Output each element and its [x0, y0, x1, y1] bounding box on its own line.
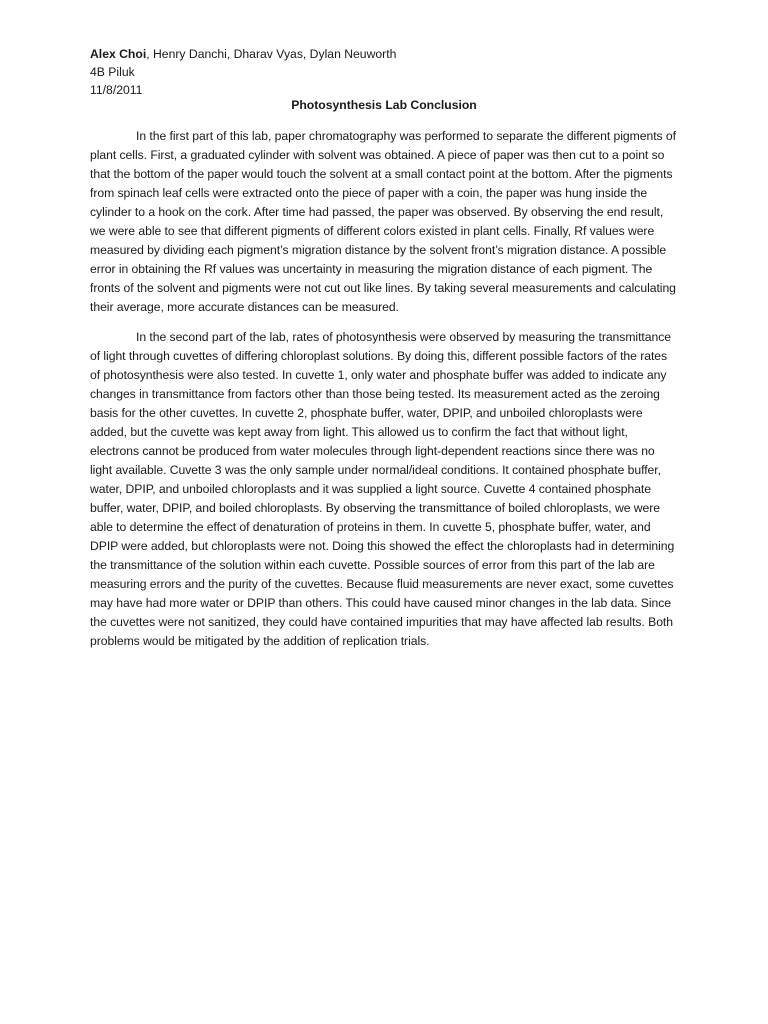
other-authors: , Henry Danchi, Dharav Vyas, Dylan Neuworth [146, 47, 397, 61]
paragraph-chromatography: In the first part of this lab, paper chromatography was performed to separate the different pigments of plant cells. First, a graduated cylinder with solvent was obtained. A piece of paper was then cut to a point so that the bottom of the paper would touch the solvent at a small contact point at the bottom. After the pigments from spinach leaf cells were extracted onto the piece of paper with a coin, the paper was hung inside the cylinder to a hook on the cork. After time had passed, the paper was observed. By observing the end result, we were able to see that different pigments of different colors existed in plant cells. Finally, Rf values were measured by dividing each pigment’s migration distance by the solvent front’s migration distance. A possible error in obtaining the Rf values was uncertainty in measuring the migration distance of each pigment. The fronts of the solvent and pigments were not cut out like lines. By taking several measurements and calculating their average, more accurate distances can be measured. [90, 129, 676, 314]
document-header [90, 45, 396, 99]
document-title: Photosynthesis Lab Conclusion [291, 98, 477, 112]
document-body [90, 127, 680, 662]
document-date: 11/8/2011 [90, 83, 143, 97]
paragraph-photosynthesis-rates: In the second part of the lab, rates of photosynthesis were observed by measuring the transmittance of light through cuvettes of differing chloroplast solutions. By doing this, different possible factors of the rates of photosynthesis were also tested. In cuvette 1, only water and phosphate buffer was added to indicate any changes in transmittance from factors other than those being tested. Its measurement acted as the zeroing basis for the other cuvettes. In cuvette 2, phosphate buffer, water, DPIP, and unboiled chloroplasts were added, but the cuvette was kept away from light. This allowed us to confirm the fact that without light, electrons cannot be produced from water molecules through light-dependent reactions since there was no light available. Cuvette 3 was the only sample under normal/ideal conditions. It contained phosphate buffer, water, DPIP, and unboiled chloroplasts and it was supplied a light source. Cuvette 4 contained phosphate buffer, water, DPIP, and boiled chloroplasts. By observing the transmittance of boiled chloroplasts, we were able to determine the effect of denaturation of proteins in them. In cuvette 5, phosphate buffer, water, and DPIP were added, but chloroplasts were not. Doing this showed the effect the chloroplasts had in determining the transmittance of the solution within each cuvette. Possible sources of error from this part of the lab are measuring errors and the purity of the cuvettes. Because fluid measurements are never exact, some cuvettes may have had more water or DPIP than others. This could have caused minor changes in the lab data. Since the cuvettes were not sanitized, they could have contained impurities that may have affected lab results. Both problems would be mitigated by the addition of replication trials. [90, 330, 675, 648]
class-period: 4B Piluk [90, 65, 135, 79]
first-author: Alex Choi [90, 47, 147, 61]
authors-line [90, 45, 396, 63]
